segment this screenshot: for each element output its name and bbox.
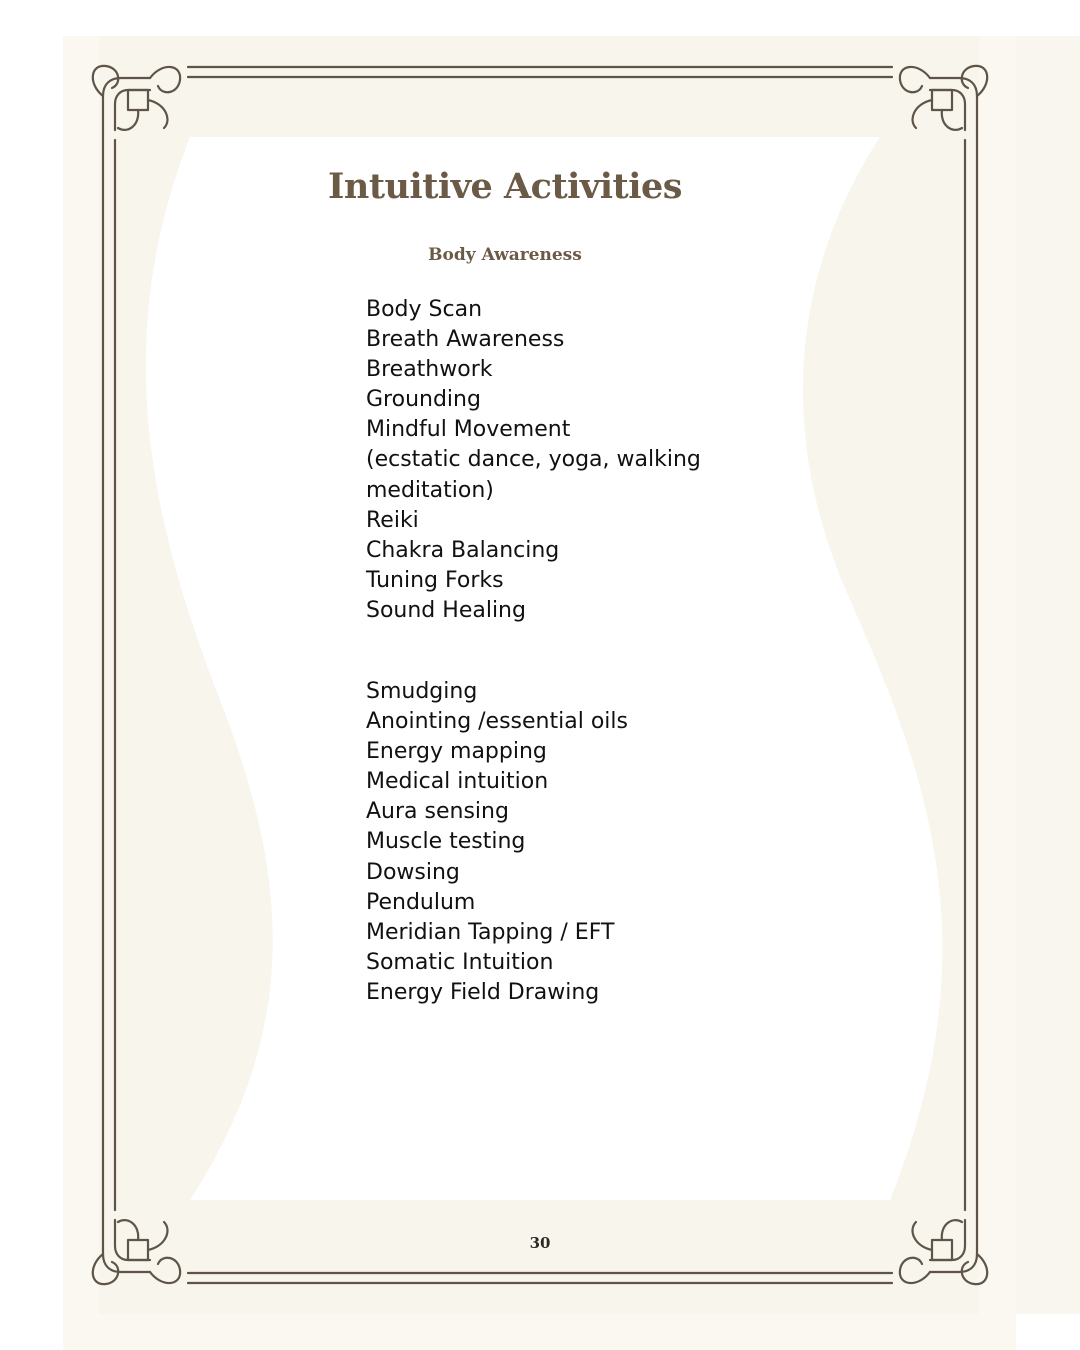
- section-subtitle: Body Awareness: [428, 245, 582, 265]
- list-item: Dowsing: [366, 859, 460, 885]
- page-number: 30: [529, 1234, 551, 1252]
- list-item: meditation): [366, 477, 494, 503]
- list-item: Chakra Balancing: [366, 537, 560, 563]
- list-item: Grounding: [366, 387, 481, 413]
- list-item: Energy Field Drawing: [366, 979, 600, 1005]
- list-item: Smudging: [366, 679, 478, 704]
- list-item: Tuning Forks: [366, 567, 504, 593]
- list-item: Meridian Tapping / EFT: [366, 919, 615, 945]
- activity-list-2: [366, 677, 628, 1008]
- list-item: Muscle testing: [366, 829, 526, 855]
- list-item: Pendulum: [366, 889, 476, 915]
- list-item: Reiki: [366, 507, 419, 533]
- page-title: Intuitive Activities: [328, 166, 682, 207]
- list-item: Sound Healing: [366, 597, 526, 623]
- list-item: Body Scan: [366, 297, 483, 322]
- list-item: Breathwork: [366, 357, 493, 383]
- list-item: Aura sensing: [366, 799, 509, 825]
- list-item: Medical intuition: [366, 769, 549, 795]
- list-item: Somatic Intuition: [366, 949, 554, 975]
- list-item: Energy mapping: [366, 739, 547, 765]
- scroll-flourish-icon: [93, 66, 180, 135]
- list-item: Anointing /essential oils: [366, 709, 628, 735]
- list-item: Mindful Movement: [366, 417, 571, 443]
- activity-list-1: [366, 295, 701, 626]
- list-item: Breath Awareness: [366, 327, 565, 353]
- list-item: (ecstatic dance, yoga, walking: [366, 447, 701, 473]
